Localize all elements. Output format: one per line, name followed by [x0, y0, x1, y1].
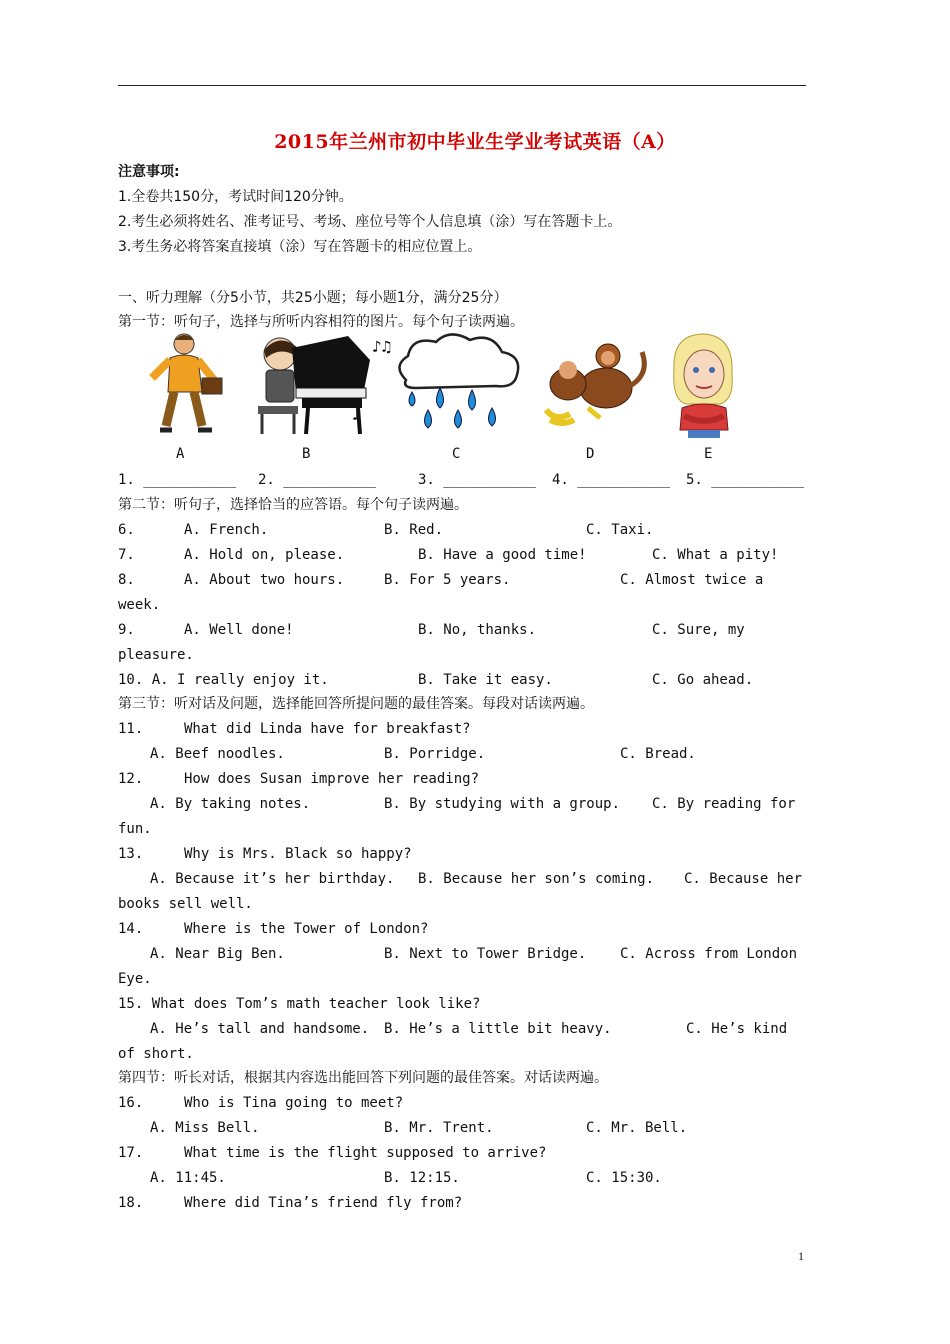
question-text: Where is the Tower of London?	[184, 921, 429, 937]
question-text: 15. What does Tom’s math teacher look like?	[118, 996, 481, 1012]
picture-label-e: E	[704, 446, 713, 462]
option-continuation: week.	[118, 597, 161, 613]
option-b: B. No, thanks.	[418, 622, 537, 638]
question-number: 13.	[118, 846, 144, 862]
option-a: A. Hold on, please.	[184, 547, 345, 563]
option-c: C. What a pity!	[652, 547, 779, 563]
option-a: A. Miss Bell.	[150, 1120, 260, 1136]
option-continuation: Eye.	[118, 971, 152, 987]
option-b: B. Mr. Trent.	[384, 1120, 494, 1136]
option-a: A. French.	[184, 522, 269, 538]
answer-blank-4: 4. ___________	[552, 472, 671, 488]
option-b: B. Red.	[384, 522, 444, 538]
option-a: A. 11:45.	[150, 1170, 226, 1186]
option-b: B. Next to Tower Bridge.	[384, 946, 587, 962]
option-c: C. Across from London	[620, 946, 798, 962]
section3-instructions: 第三节：听对话及问题，选择能回答所提问题的最佳答案。每段对话读两遍。	[118, 696, 594, 712]
boy-playing-piano-icon	[252, 330, 394, 436]
question-text: Where did Tina’s friend fly from?	[184, 1195, 463, 1211]
option-continuation: of short.	[118, 1046, 194, 1062]
section2-instructions: 第二节：听句子，选择恰当的应答语。每个句子读两遍。	[118, 497, 468, 513]
option-c: C. By reading for	[652, 796, 796, 812]
question-line: 10. A. I really enjoy it.	[118, 672, 329, 688]
option-c: C. Taxi.	[586, 522, 654, 538]
notice-item: 2.考生必须将姓名、准考证号、考场、座位号等个人信息填（涂）写在答题卡上。	[118, 214, 622, 230]
question-text: Why is Mrs. Black so happy?	[184, 846, 412, 862]
option-b: B. Take it easy.	[418, 672, 553, 688]
option-continuation: fun.	[118, 821, 152, 837]
question-text: What time is the flight supposed to arrive?	[184, 1145, 547, 1161]
picture-label-b: B	[302, 446, 311, 462]
option-c: C. Bread.	[620, 746, 696, 762]
question-number: 16.	[118, 1095, 144, 1111]
option-a: A. Well done!	[184, 622, 294, 638]
answer-blank-3: 3. ___________	[418, 472, 537, 488]
exam-title: 2015年兰州市初中毕业生学业考试英语（A）	[274, 131, 676, 153]
option-a: A. Because it’s her birthday.	[150, 871, 395, 887]
notice-item: 3.考生务必将答案直接填（涂）写在答题卡的相应位置上。	[118, 239, 482, 255]
svg-text:♪: ♪	[352, 405, 362, 424]
option-b: B. Porridge.	[384, 746, 486, 762]
svg-text:♪♫: ♪♫	[372, 337, 392, 356]
option-continuation: pleasure.	[118, 647, 194, 663]
question-number: 12.	[118, 771, 144, 787]
question-number: 14.	[118, 921, 144, 937]
option-c: C. He’s kind	[686, 1021, 788, 1037]
option-a: A. About two hours.	[184, 572, 345, 588]
option-a: A. Beef noodles.	[150, 746, 285, 762]
option-b: B. 12:15.	[384, 1170, 460, 1186]
header-rule	[118, 85, 806, 86]
question-number: 8.	[118, 572, 135, 588]
question-text: What did Linda have for breakfast?	[184, 721, 471, 737]
option-b: B. He’s a little bit heavy.	[384, 1021, 612, 1037]
notice-heading: 注意事项:	[118, 164, 180, 180]
option-a: A. By taking notes.	[150, 796, 311, 812]
option-c: C. Mr. Bell.	[586, 1120, 688, 1136]
picture-label-a: A	[176, 446, 185, 462]
answer-blank-5: 5. ___________	[686, 472, 805, 488]
monkeys-with-bananas-icon	[540, 330, 654, 426]
answer-blank-1: 1. ___________	[118, 472, 237, 488]
section4-instructions: 第四节：听长对话，根据其内容选出能回答下列问题的最佳答案。对话读两遍。	[118, 1070, 608, 1086]
option-a: A. Near Big Ben.	[150, 946, 285, 962]
option-continuation: books sell well.	[118, 896, 253, 912]
question-number: 11.	[118, 721, 144, 737]
rain-cloud-icon	[392, 330, 526, 430]
option-b: B. Have a good time!	[418, 547, 587, 563]
option-c: C. Because her	[684, 871, 803, 887]
option-c: C. Sure, my	[652, 622, 745, 638]
option-c: C. 15:30.	[586, 1170, 662, 1186]
question-number: 9.	[118, 622, 135, 638]
girl-crossed-arms-icon	[668, 330, 738, 438]
option-b: B. By studying with a group.	[384, 796, 621, 812]
question-number: 18.	[118, 1195, 144, 1211]
page-number: 1	[798, 1249, 804, 1263]
picture-label-d: D	[586, 446, 595, 462]
notice-item: 1.全卷共150分，考试时间120分钟。	[118, 189, 353, 205]
part1-heading: 一、听力理解（分5小节，共25小题；每小题1分，满分25分）	[118, 290, 508, 306]
option-c: C. Go ahead.	[652, 672, 754, 688]
section1-instructions: 第一节：听句子，选择与所听内容相符的图片。每个句子读两遍。	[118, 314, 524, 330]
question-number: 17.	[118, 1145, 144, 1161]
option-b: B. Because her son’s coming.	[418, 871, 655, 887]
question-number: 7.	[118, 547, 135, 563]
question-number: 6.	[118, 522, 135, 538]
picture-label-c: C	[452, 446, 461, 462]
question-text: Who is Tina going to meet?	[184, 1095, 404, 1111]
question-text: How does Susan improve her reading?	[184, 771, 480, 787]
man-with-briefcase-icon	[140, 330, 240, 440]
option-b: B. For 5 years.	[384, 572, 511, 588]
option-c: C. Almost twice a	[620, 572, 764, 588]
answer-blank-2: 2. ___________	[258, 472, 377, 488]
option-a: A. He’s tall and handsome.	[150, 1021, 370, 1037]
